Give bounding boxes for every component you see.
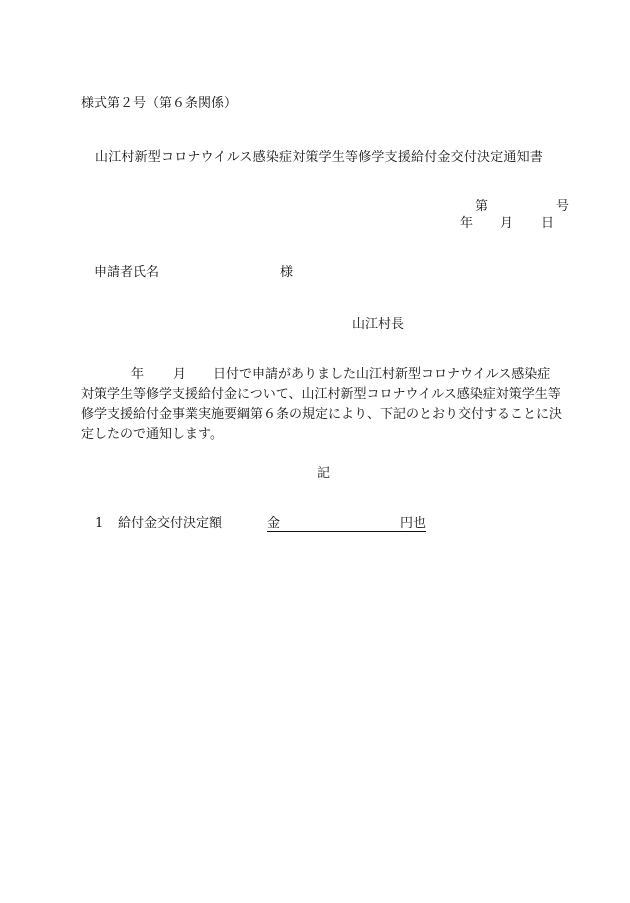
item-number: 1 bbox=[95, 516, 104, 531]
form-label: 様式第２号（第６条関係） bbox=[81, 96, 238, 111]
document-number-prefix: 第 bbox=[475, 199, 489, 214]
amount-suffix: 円也 bbox=[399, 516, 426, 531]
amount-prefix: 金 bbox=[267, 516, 281, 531]
date-day-label: 日 bbox=[541, 216, 555, 231]
applicant-name-label: 申請者氏名 bbox=[94, 265, 160, 280]
notice-body-line-3: 修学支援給付金事業実施要綱第６条の規定により、下記のとおり交付することに決 bbox=[81, 407, 563, 422]
document-number-suffix: 号 bbox=[556, 199, 570, 214]
notice-body-line-4: 定したので通知します。 bbox=[81, 427, 223, 442]
body-line-1-text: 日付で申請がありました山江村新型コロナウイルス感染症 bbox=[213, 367, 551, 382]
document-title: 山江村新型コロナウイルス感染症対策学生等修学支援給付金交付決定通知書 bbox=[95, 150, 544, 165]
grant-amount-field bbox=[267, 517, 426, 532]
ki-heading: 記 bbox=[317, 466, 331, 481]
date-year-label: 年 bbox=[460, 216, 474, 231]
body-month-label: 月 bbox=[173, 367, 187, 382]
applicant-honorific: 様 bbox=[280, 265, 294, 280]
date-month-label: 月 bbox=[500, 216, 514, 231]
notice-body-line-1 bbox=[81, 365, 570, 385]
issuer-name: 山江村長 bbox=[352, 317, 405, 332]
notice-body bbox=[81, 365, 570, 445]
grant-amount-label: 給付金交付決定額 bbox=[118, 516, 223, 531]
body-year-label: 年 bbox=[131, 367, 145, 382]
notice-body-line-2: 対策学生等修学支援給付金について、山江村新型コロナウイルス感染症対策学生等 bbox=[81, 387, 561, 402]
